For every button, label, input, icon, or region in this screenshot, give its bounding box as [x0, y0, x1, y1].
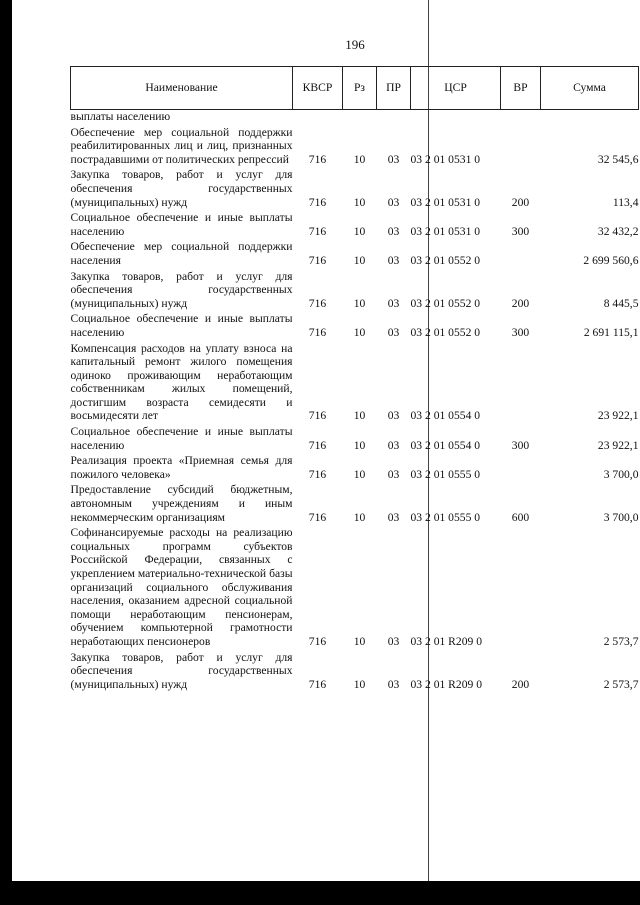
cell-kvsr: 716	[308, 510, 327, 524]
table-row	[71, 166, 639, 209]
table-row	[71, 524, 639, 648]
cell-rz: 10	[353, 634, 366, 648]
header-name: Наименование	[71, 67, 293, 110]
cell-sum: 113,4	[612, 195, 639, 209]
cell-vr: 300	[511, 325, 530, 339]
cell-name: Предоставление субсидий бюджетным, автономным учреждениям и иным некоммерческим организациям	[70, 483, 293, 524]
header-pr: ПР	[377, 67, 411, 110]
cell-kvsr: 716	[308, 467, 327, 481]
cell-kvsr: 716	[308, 677, 327, 691]
cell-name: Социальное обеспечение и иные выплаты населению	[70, 425, 293, 452]
cell-rz: 10	[353, 677, 366, 691]
cell-sum: 23 922,1	[597, 438, 639, 452]
table-row	[71, 423, 639, 452]
cell-sum: 3 700,0	[603, 467, 639, 481]
cell-sum: 23 922,1	[597, 409, 639, 423]
header-sum: Сумма	[541, 67, 639, 110]
cell-csr: 03 2 01 0531 0	[410, 224, 481, 238]
cell-kvsr: 716	[308, 195, 327, 209]
cell-rz: 10	[353, 296, 366, 310]
cell-vr: 300	[511, 438, 530, 452]
cell-pr: 03	[387, 325, 400, 339]
cell-vr: 300	[511, 224, 530, 238]
scan-left-border	[0, 0, 12, 905]
cell-vr: 200	[511, 677, 530, 691]
cell-vr	[501, 340, 541, 424]
cell-csr: 03 2 01 0555 0	[410, 510, 481, 524]
cell-csr: 03 2 01 0554 0	[410, 409, 481, 423]
header-vr: ВР	[501, 67, 541, 110]
cell-kvsr: 716	[308, 152, 327, 166]
cell-vr: 200	[511, 296, 530, 310]
cell-csr: 03 2 01 0554 0	[410, 438, 481, 452]
cell-pr: 03	[387, 438, 400, 452]
table-row	[71, 238, 639, 267]
cell-pr: 03	[387, 224, 400, 238]
table-row	[71, 481, 639, 524]
cell-pr: 03	[387, 467, 400, 481]
table-row	[71, 124, 639, 167]
cell-csr: 03 2 01 0531 0	[410, 152, 481, 166]
cell-csr: 03 2 01 0552 0	[410, 296, 481, 310]
cell-kvsr: 716	[308, 325, 327, 339]
cell-pr: 03	[387, 152, 400, 166]
cell-sum: 2 573,7	[603, 634, 639, 648]
cell-vr	[501, 238, 541, 267]
cell-name: Социальное обеспечение и иные выплаты населению	[70, 211, 293, 238]
cell-rz: 10	[353, 510, 366, 524]
cell-vr: 200	[511, 195, 530, 209]
cell-name: Обеспечение мер социальной поддержки реабилитированных лиц и лиц, признанных пострадавшими от политических репрессий	[70, 125, 293, 166]
cell-name: Закупка товаров, работ и услуг для обеспечения государственных (муниципальных) нужд	[70, 269, 293, 310]
cell-pr: 03	[387, 409, 400, 423]
cell-rz: 10	[353, 253, 366, 267]
cell-pr: 03	[387, 510, 400, 524]
cell-vr	[501, 452, 541, 481]
cell-name: Компенсация расходов на уплату взноса на капитальный ремонт жилого помещения одиноко проживающим неработающим собственникам жилых помещений, достигшим возраста семидесяти и восьмидесяти лет	[70, 341, 293, 423]
cell-name: Закупка товаров, работ и услуг для обеспечения государственных (муниципальных) нужд	[70, 168, 293, 209]
cell-kvsr: 716	[308, 409, 327, 423]
cell-csr: 03 2 01 R209 0	[410, 677, 482, 691]
cell-kvsr: 716	[308, 296, 327, 310]
cell-name: Обеспечение мер социальной поддержки населения	[70, 240, 293, 267]
cell-rz: 10	[353, 152, 366, 166]
cell-sum: 2 573,7	[603, 677, 639, 691]
header-csr: ЦСР	[411, 67, 501, 110]
continuation-text: выплаты населению	[70, 110, 171, 123]
table-row	[71, 310, 639, 339]
cell-rz: 10	[353, 325, 366, 339]
table-row	[71, 209, 639, 238]
header-rz: Рз	[343, 67, 377, 110]
cell-csr: 03 2 01 0552 0	[410, 253, 481, 267]
cell-kvsr: 716	[308, 253, 327, 267]
cell-sum: 3 700,0	[603, 510, 639, 524]
cell-sum: 2 691 115,1	[583, 325, 639, 339]
cell-vr: 600	[511, 510, 530, 524]
cell-csr: 03 2 01 0552 0	[410, 325, 481, 339]
scan-bottom-border	[0, 881, 640, 905]
cell-name: Социальное обеспечение и иные выплаты населению	[70, 312, 293, 339]
cell-rz: 10	[353, 438, 366, 452]
table-row	[71, 452, 639, 481]
continuation-row	[71, 110, 639, 124]
cell-pr: 03	[387, 634, 400, 648]
cell-rz: 10	[353, 224, 366, 238]
cell-name: Закупка товаров, работ и услуг для обеспечения государственных (муниципальных) нужд	[70, 650, 293, 691]
cell-kvsr: 716	[308, 634, 327, 648]
cell-name: Реализация проекта «Приемная семья для пожилого человека»	[70, 454, 293, 481]
cell-csr: 03 2 01 0531 0	[410, 195, 481, 209]
cell-sum: 2 699 560,6	[583, 253, 639, 267]
cell-sum: 32 545,6	[597, 152, 639, 166]
cell-pr: 03	[387, 253, 400, 267]
budget-table	[70, 66, 639, 691]
cell-vr	[501, 524, 541, 648]
cell-sum: 32 432,2	[597, 224, 639, 238]
table-row	[71, 268, 639, 311]
cell-pr: 03	[387, 296, 400, 310]
table-row	[71, 340, 639, 424]
table-row	[71, 649, 639, 692]
header-kvsr: КВСР	[293, 67, 343, 110]
cell-kvsr: 716	[308, 438, 327, 452]
cell-rz: 10	[353, 195, 366, 209]
cell-pr: 03	[387, 677, 400, 691]
cell-pr: 03	[387, 195, 400, 209]
cell-rz: 10	[353, 467, 366, 481]
cell-csr: 03 2 01 0555 0	[410, 467, 481, 481]
cell-csr: 03 2 01 R209 0	[410, 634, 482, 648]
cell-sum: 8 445,5	[603, 296, 639, 310]
table-header-row	[71, 67, 639, 110]
cell-vr	[501, 124, 541, 167]
cell-name: Софинансируемые расходы на реализацию социальных программ субъектов Российской Федерации, связанных с укреплением материально-технической базы организаций социального обслуживания населения, оказанием адресной социальной помощи неработающим пенсионерам, обучением компьютерной грамотности неработающих пенсионеров	[70, 526, 293, 648]
page-number: 196	[345, 37, 365, 52]
cell-rz: 10	[353, 409, 366, 423]
cell-kvsr: 716	[308, 224, 327, 238]
